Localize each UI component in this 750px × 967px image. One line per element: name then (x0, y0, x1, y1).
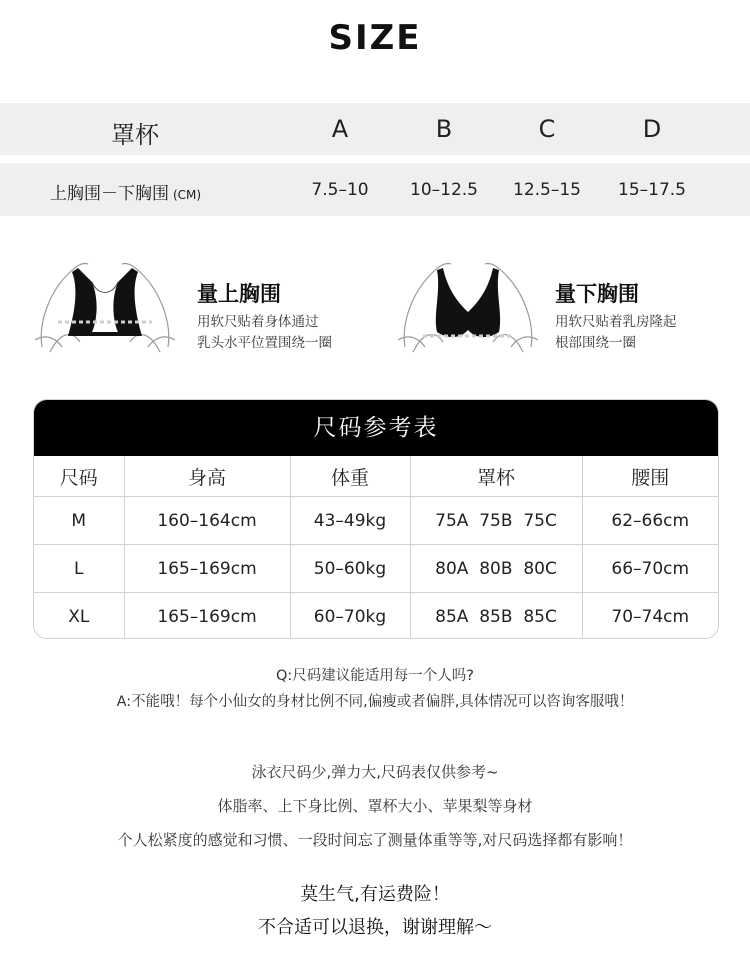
cup-c: C (538, 115, 556, 143)
upper-bust-title: 量上胸围 (197, 282, 281, 306)
closing-line-2: 不合适可以退换，谢谢理解～ (258, 917, 492, 938)
page-title: SIZE (328, 18, 422, 58)
range-row-label (50, 179, 240, 204)
range-row-unit: (CM) (173, 188, 202, 202)
cell-height: 165–169cm (124, 545, 290, 593)
table-row (34, 593, 718, 640)
range-d: 15–17.5 (618, 180, 686, 200)
upper-bust-illustration (30, 252, 180, 362)
cell-weight: 60–70kg (290, 593, 410, 640)
note-line-1: 泳衣尺码少,弹力大,尺码表仅供参考~ (251, 763, 499, 781)
cup-range-band (0, 163, 750, 216)
upper-bust-desc-1: 用软尺贴着身体通过 (197, 314, 319, 330)
size-chart (33, 399, 719, 639)
cell-waist: 62–66cm (582, 497, 718, 545)
cup-b: B (435, 115, 453, 143)
header-cup: 罩杯 (410, 456, 582, 497)
table-row (34, 545, 718, 593)
size-chart-header-row (34, 456, 718, 497)
under-bust-illustration (393, 252, 543, 362)
upper-bust-desc-2: 乳头水平位置围绕一圈 (197, 335, 332, 351)
header-weight: 体重 (290, 456, 410, 497)
header-height: 身高 (124, 456, 290, 497)
cell-weight: 50–60kg (290, 545, 410, 593)
range-c: 12.5–15 (513, 180, 581, 200)
under-bust-desc-2: 根部围绕一圈 (555, 335, 636, 351)
range-b: 10–12.5 (410, 180, 478, 200)
cell-height: 165–169cm (124, 593, 290, 640)
cell-cup: 85A 85B 85C (410, 593, 582, 640)
range-a: 7.5–10 (311, 180, 369, 200)
header-size: 尺码 (34, 456, 124, 497)
faq-question: Q:尺码建议能适用每一个人吗? (276, 668, 474, 684)
cup-header-band (0, 103, 750, 155)
cell-cup: 75A 75B 75C (410, 497, 582, 545)
cell-size: L (34, 545, 124, 593)
cup-a: A (331, 115, 349, 143)
under-bust-desc-1: 用软尺贴着乳房隆起 (555, 314, 677, 330)
faq-answer: A:不能哦！每个小仙女的身材比例不同,偏瘦或者偏胖,具体情况可以咨询客服哦！ (116, 694, 634, 710)
cell-size: M (34, 497, 124, 545)
closing-line-1: 莫生气,有运费险！ (300, 884, 450, 905)
cell-size: XL (34, 593, 124, 640)
header-waist: 腰围 (582, 456, 718, 497)
cell-waist: 70–74cm (611, 606, 690, 627)
note-line-3: 个人松紧度的感觉和习惯、一段时间忘了测量体重等等,对尺码选择都有影响！ (117, 831, 633, 849)
cell-weight: 43–49kg (290, 497, 410, 545)
table-row (34, 497, 718, 545)
cup-header-label: 罩杯 (111, 121, 159, 149)
note-line-2: 体脂率、上下身比例、罩杯大小、苹果梨等身材 (217, 797, 533, 815)
cell-waist: 66–70cm (582, 545, 718, 593)
cell-height: 160–164cm (124, 497, 290, 545)
under-bust-title: 量下胸围 (555, 282, 639, 306)
range-row-label-text: 上胸围－下胸围 (50, 184, 169, 204)
cup-d: D (642, 115, 662, 143)
size-chart-table (34, 456, 718, 639)
cell-cup: 80A 80B 80C (410, 545, 582, 593)
size-chart-title: 尺码参考表 (34, 400, 718, 456)
